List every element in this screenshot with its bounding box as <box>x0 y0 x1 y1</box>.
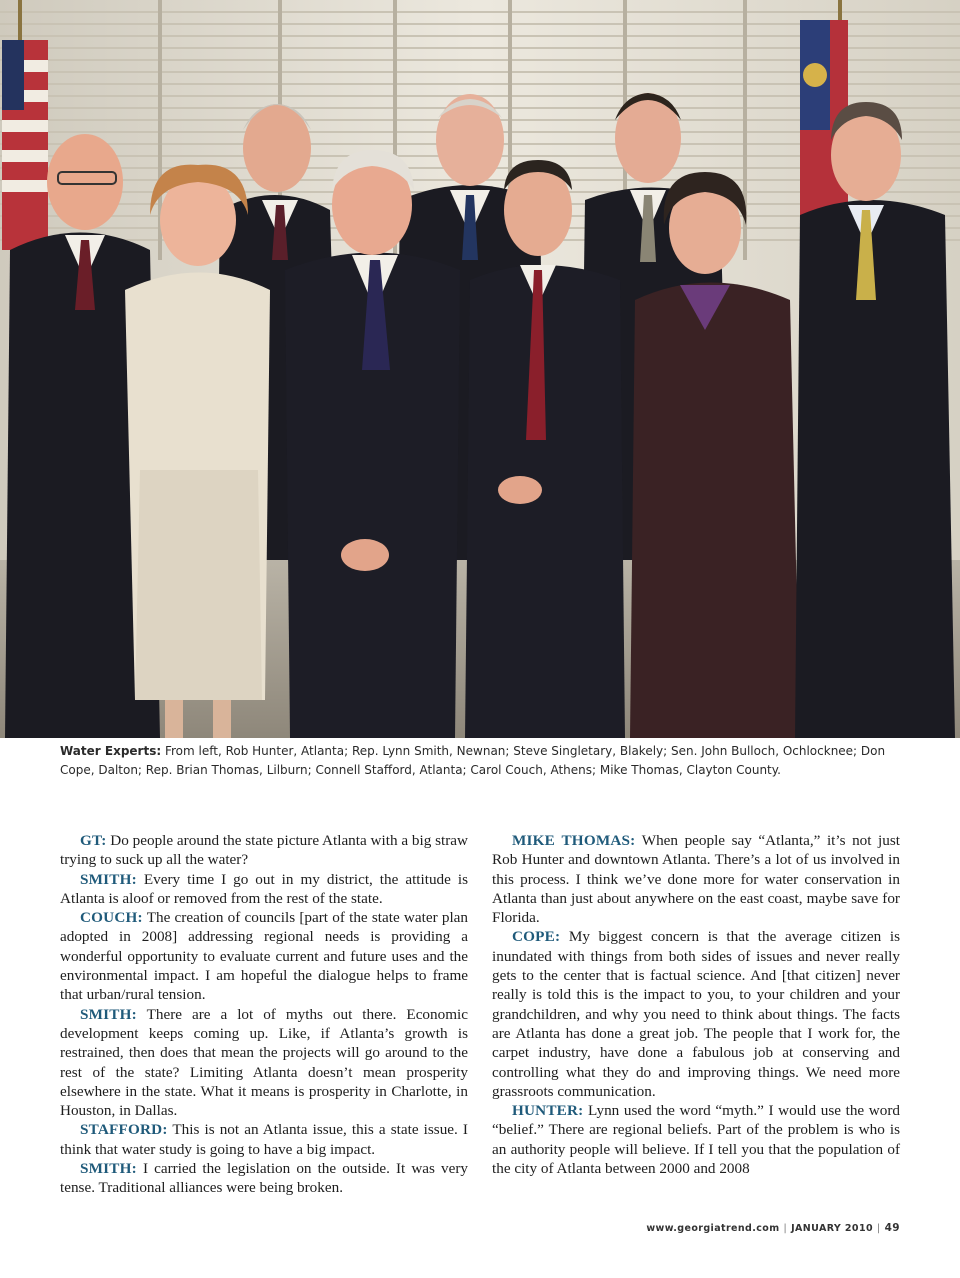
article-paragraph <box>492 1101 900 1178</box>
article-paragraph <box>60 831 468 870</box>
article-paragraph <box>492 927 900 1101</box>
paragraph-text: There are a lot of myths out there. Economic development keeps coming up. Like, if Atlanta’s growth is restrained, then does that mean the projects will go around to the rest of the state? Limiting Atlanta doesn’t mean prosperity elsewhere in the state. What it means is prosperity in Charlotte, in Houston, in Dallas. <box>60 1005 468 1120</box>
page-footer <box>646 1222 900 1234</box>
article-column-left <box>60 831 468 1198</box>
speaker-label: MIKE THOMAS: <box>512 832 636 849</box>
footer-website: www.georgiatrend.com <box>646 1223 780 1234</box>
speaker-label: COPE: <box>512 928 561 946</box>
speaker-label: SMITH: <box>80 870 137 888</box>
paragraph-text: Every time I go out in my district, the attitude is Atlanta is aloof or removed from the rest of the state. <box>60 870 468 907</box>
speaker-label: SMITH: <box>80 1160 137 1178</box>
caption-label: Water Experts: <box>60 744 162 758</box>
article-paragraph <box>60 908 468 1004</box>
paragraph-text: Do people around the state picture Atlanta with a big straw trying to suck up all the water? <box>60 832 468 869</box>
footer-separator: | <box>783 1223 788 1234</box>
speaker-label: GT: <box>80 832 107 849</box>
article-column-right <box>492 831 900 1178</box>
paragraph-text: This is not an Atlanta issue, this a state issue. I think that water study is going to have a big impact. <box>60 1121 468 1158</box>
caption-text: From left, Rob Hunter, Atlanta; Rep. Lynn Smith, Newnan; Steve Singletary, Blakely; Sen. John Bulloch, Ochlocknee; Don Cope, Dalton; Rep. Brian Thomas, Lilburn; Connell Stafford, Atlanta; Carol Couch, Athens; Mike Thomas, Clayton County. <box>60 744 886 777</box>
paragraph-text: I carried the legislation on the outside. It was very tense. Traditional alliances were being broken. <box>60 1160 468 1197</box>
paragraph-text: My biggest concern is that the average citizen is inundated with things from both sides of issues and never really gets to the center that is factual science. And [that citizen] never really is told this is the impact to you, to your children and your grandchildren, and why you need to think about things. The facts are Atlanta has done a great job. The people that I work for, the carpet industry, have done a fabulous job at conserving and controlling what they do and improving things. We need more grassroots communication. <box>492 928 900 1100</box>
speaker-label: HUNTER: <box>512 1102 584 1120</box>
footer-separator: | <box>876 1223 881 1234</box>
photo-caption <box>60 742 910 780</box>
article-paragraph <box>60 1120 468 1159</box>
paragraph-text: The creation of councils [part of the state water plan adopted in 2008] addressing regional needs is providing a wonderful opportunity to evaluate current and future uses and the environmental impact. I am hopeful the dialogue helps to frame that urban/rural tension. <box>60 909 468 1004</box>
article-paragraph <box>60 1159 468 1198</box>
article-paragraph <box>492 831 900 927</box>
footer-issue: JANUARY 2010 <box>791 1223 873 1234</box>
paragraph-text: Lynn used the word “myth.” I would use the word “belief.” There are regional beliefs. Part of the problem is who is an authority people will believe. If I tell you that the population of the city of Atlanta between 2000 and 2008 <box>492 1102 900 1178</box>
speaker-label: STAFFORD: <box>80 1121 168 1139</box>
article-paragraph <box>60 1005 468 1121</box>
page-number: 49 <box>884 1222 900 1234</box>
speaker-label: COUCH: <box>80 909 143 927</box>
paragraph-text: When people say “Atlanta,” it’s not just Rob Hunter and downtown Atlanta. There’s a lot of us involved in this process. I think we’ve done more for water conservation in Atlanta than just about anywhere on the east coast, maybe save for Florida. <box>492 832 900 927</box>
article-paragraph <box>60 870 468 909</box>
speaker-label: SMITH: <box>80 1005 137 1023</box>
